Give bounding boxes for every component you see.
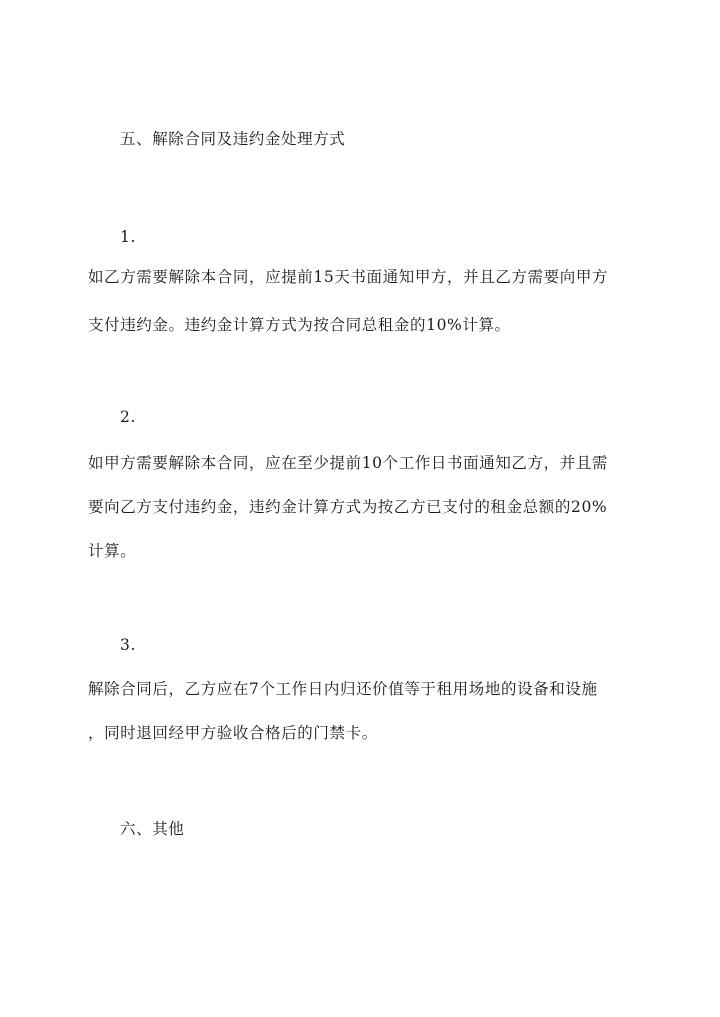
clause-text-line: 如乙方需要解除本合同，应提前15天书面通知甲方，并且乙方需要向甲方 [88, 268, 609, 286]
clause-text-line: ，同时退回经甲方验收合格后的门禁卡。 [88, 724, 378, 742]
clause-text-line: 计算。 [88, 542, 137, 560]
clause-number: 1. [120, 228, 136, 246]
clause-number: 2. [120, 408, 136, 426]
clause-text-line: 要向乙方支付违约金，违约金计算方式为按乙方已支付的租金总额的20% [88, 498, 608, 516]
clause-text-line: 支付违约金。违约金计算方式为按合同总租金的10%计算。 [88, 316, 511, 334]
clause-text-line: 如甲方需要解除本合同，应在至少提前10个工作日书面通知乙方，并且需 [88, 454, 609, 472]
clause-text-line: 解除合同后，乙方应在7个工作日内归还价值等于租用场地的设备和设施 [88, 680, 598, 698]
section-heading: 六、其他 [120, 820, 185, 838]
clause-number: 3. [120, 636, 136, 654]
section-heading: 五、解除合同及违约金处理方式 [120, 130, 346, 148]
